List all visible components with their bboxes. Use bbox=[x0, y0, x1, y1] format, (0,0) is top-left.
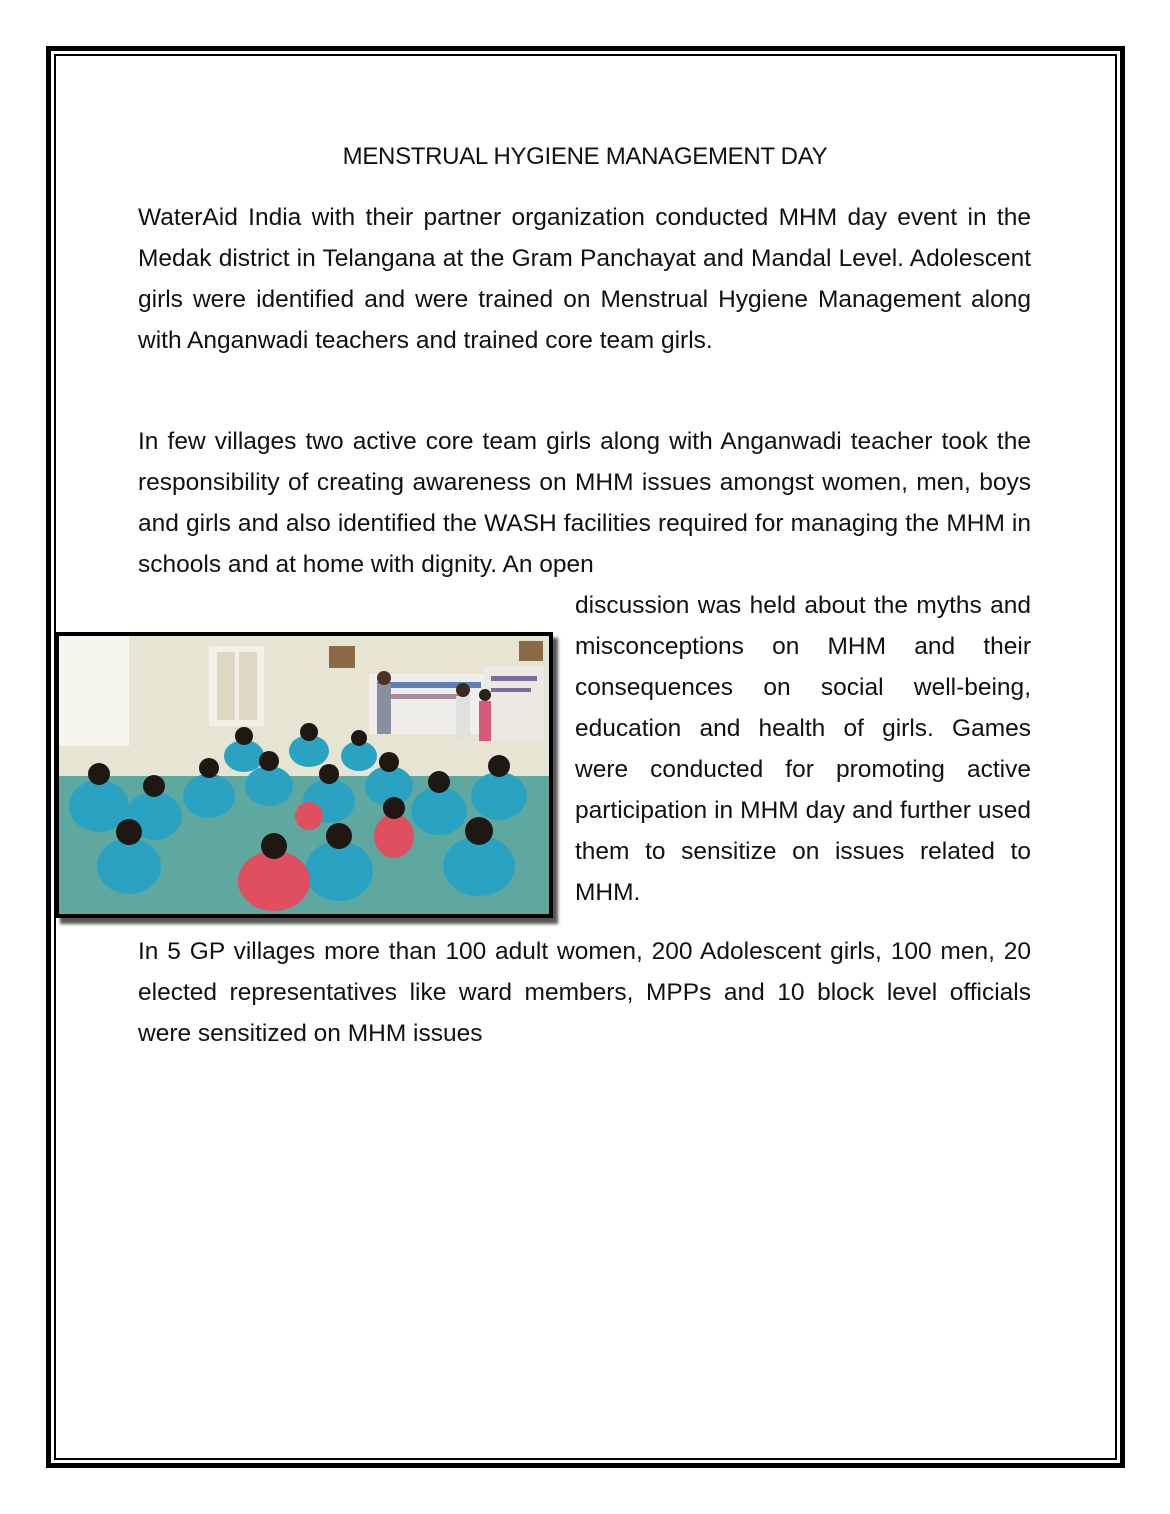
paragraph-intro: WaterAid India with their partner organization conducted MHM day event in the Medak district in Telangana at the Gram Panchayat and Mandal Level. Adolescent girls were identified and were trained on Menstrual Hygiene Management along with Anganwadi teachers and trained core team girls. bbox=[138, 204, 1031, 354]
paragraph-awareness: In few villages two active core team girls along with Anganwadi teacher took the responsibility of creating awareness on MHM issues amongst women, men, boys and girls and also identified the WASH facilities required for managing the MHM in schools and at home with dignity. An open bbox=[138, 428, 1031, 578]
event-photo-illustration bbox=[59, 636, 549, 914]
paragraph-outcomes: In 5 GP villages more than 100 adult women, 200 Adolescent girls, 100 men, 20 elected representatives like ward members, MPPs and 10 block level officials were sensitized on MHM issues bbox=[138, 938, 1031, 1047]
event-photo bbox=[55, 632, 553, 918]
paragraph-discussion: discussion was held about the myths and misconceptions on MHM and their consequences on social well-being, education and health of girls. Games were conducted for promoting active participation in MHM day and further used them to sensitize on issues related to MHM. bbox=[575, 592, 1031, 906]
page-title: MENSTRUAL HYGIENE MANAGEMENT DAY bbox=[342, 143, 828, 170]
